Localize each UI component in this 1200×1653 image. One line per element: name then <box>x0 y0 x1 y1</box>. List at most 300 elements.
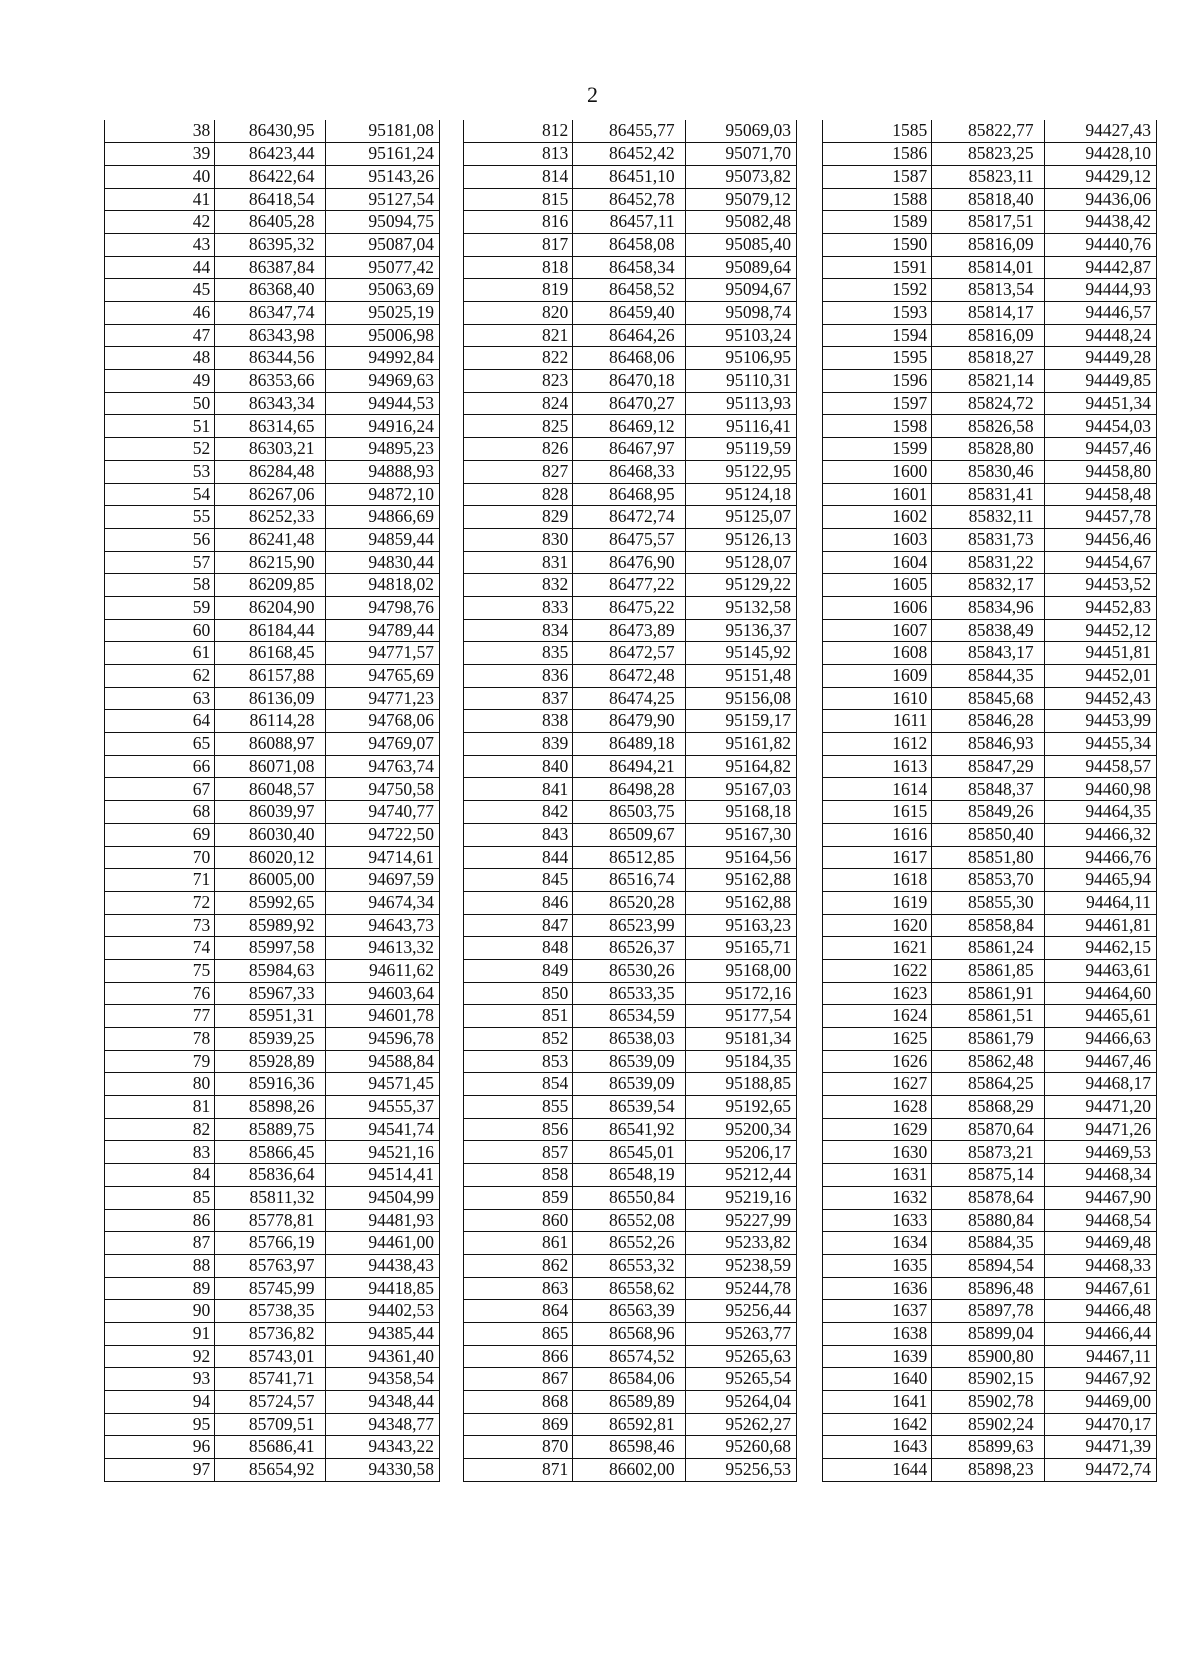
table-row <box>105 823 440 846</box>
point-number-cell: 79 <box>105 1050 215 1073</box>
table-row <box>105 891 440 914</box>
point-number-cell: 1631 <box>823 1164 932 1187</box>
y-coordinate-cell: 95136,37 <box>685 619 796 642</box>
point-number-cell: 863 <box>464 1277 573 1300</box>
table-row <box>105 1209 440 1232</box>
table-row <box>105 1254 440 1277</box>
x-coordinate-cell: 86472,48 <box>573 665 685 688</box>
point-number-cell: 1615 <box>823 801 932 824</box>
point-number-cell: 60 <box>105 619 215 642</box>
y-coordinate-cell: 94427,43 <box>1044 120 1156 143</box>
table-row <box>105 1096 440 1119</box>
y-coordinate-cell: 95073,82 <box>685 165 796 188</box>
point-number-cell: 84 <box>105 1164 215 1187</box>
y-coordinate-cell: 95119,59 <box>685 438 796 461</box>
x-coordinate-cell: 85916,36 <box>215 1073 325 1096</box>
table-row <box>823 143 1157 166</box>
point-number-cell: 77 <box>105 1005 215 1028</box>
table-row <box>464 415 797 438</box>
point-number-cell: 818 <box>464 256 573 279</box>
x-coordinate-cell: 86088,97 <box>215 733 325 756</box>
point-number-cell: 820 <box>464 302 573 325</box>
x-coordinate-cell: 86459,40 <box>573 302 685 325</box>
point-number-cell: 48 <box>105 347 215 370</box>
y-coordinate-cell: 95163,23 <box>685 914 796 937</box>
table-row <box>464 460 797 483</box>
y-coordinate-cell: 94449,28 <box>1044 347 1156 370</box>
table-row <box>464 823 797 846</box>
point-number-cell: 70 <box>105 846 215 869</box>
table-row <box>105 1118 440 1141</box>
point-number-cell: 40 <box>105 165 215 188</box>
y-coordinate-cell: 94830,44 <box>325 551 440 574</box>
point-number-cell: 78 <box>105 1028 215 1051</box>
x-coordinate-cell: 86464,26 <box>573 324 685 347</box>
point-number-cell: 835 <box>464 642 573 665</box>
y-coordinate-cell: 94457,78 <box>1044 506 1156 529</box>
x-coordinate-cell: 85836,64 <box>215 1164 325 1187</box>
point-number-cell: 59 <box>105 596 215 619</box>
x-coordinate-cell: 85992,65 <box>215 891 325 914</box>
x-coordinate-cell: 85902,15 <box>932 1368 1044 1391</box>
point-number-cell: 83 <box>105 1141 215 1164</box>
table-row <box>823 415 1157 438</box>
y-coordinate-cell: 94466,76 <box>1044 846 1156 869</box>
x-coordinate-cell: 86343,34 <box>215 392 325 415</box>
table-row <box>464 1391 797 1414</box>
table-row <box>823 1096 1157 1119</box>
table-row <box>823 1459 1157 1482</box>
table-row <box>105 1028 440 1051</box>
point-number-cell: 851 <box>464 1005 573 1028</box>
table-row <box>464 1118 797 1141</box>
x-coordinate-cell: 86539,09 <box>573 1050 685 1073</box>
y-coordinate-cell: 94457,46 <box>1044 438 1156 461</box>
y-coordinate-cell: 95077,42 <box>325 256 440 279</box>
point-number-cell: 1591 <box>823 256 932 279</box>
y-coordinate-cell: 95219,16 <box>685 1186 796 1209</box>
point-number-cell: 1622 <box>823 959 932 982</box>
table-row <box>823 1277 1157 1300</box>
table-row <box>823 1073 1157 1096</box>
x-coordinate-cell: 85846,28 <box>932 710 1044 733</box>
point-number-cell: 1593 <box>823 302 932 325</box>
y-coordinate-cell: 95238,59 <box>685 1254 796 1277</box>
y-coordinate-cell: 94750,58 <box>325 778 440 801</box>
x-coordinate-cell: 86347,74 <box>215 302 325 325</box>
point-number-cell: 1640 <box>823 1368 932 1391</box>
point-number-cell: 832 <box>464 574 573 597</box>
point-number-cell: 1629 <box>823 1118 932 1141</box>
y-coordinate-cell: 94453,52 <box>1044 574 1156 597</box>
point-number-cell: 1592 <box>823 279 932 302</box>
point-number-cell: 93 <box>105 1368 215 1391</box>
x-coordinate-cell: 85724,57 <box>215 1391 325 1414</box>
x-coordinate-cell: 86303,21 <box>215 438 325 461</box>
x-coordinate-cell: 85830,46 <box>932 460 1044 483</box>
y-coordinate-cell: 94468,54 <box>1044 1209 1156 1232</box>
table-row <box>464 211 797 234</box>
y-coordinate-cell: 95233,82 <box>685 1232 796 1255</box>
point-number-cell: 1621 <box>823 937 932 960</box>
point-number-cell: 1607 <box>823 619 932 642</box>
x-coordinate-cell: 86452,42 <box>573 143 685 166</box>
y-coordinate-cell: 95094,75 <box>325 211 440 234</box>
x-coordinate-cell: 85855,30 <box>932 891 1044 914</box>
table-row <box>105 528 440 551</box>
y-coordinate-cell: 95263,77 <box>685 1322 796 1345</box>
x-coordinate-cell: 86458,34 <box>573 256 685 279</box>
coordinate-table-1 <box>104 120 440 1482</box>
table-row <box>823 188 1157 211</box>
x-coordinate-cell: 86204,90 <box>215 596 325 619</box>
x-coordinate-cell: 86387,84 <box>215 256 325 279</box>
y-coordinate-cell: 94468,17 <box>1044 1073 1156 1096</box>
y-coordinate-cell: 95244,78 <box>685 1277 796 1300</box>
y-coordinate-cell: 94697,59 <box>325 869 440 892</box>
x-coordinate-cell: 86168,45 <box>215 642 325 665</box>
table-row <box>105 1436 440 1459</box>
y-coordinate-cell: 95168,00 <box>685 959 796 982</box>
y-coordinate-cell: 94458,80 <box>1044 460 1156 483</box>
y-coordinate-cell: 95168,18 <box>685 801 796 824</box>
x-coordinate-cell: 85894,54 <box>932 1254 1044 1277</box>
point-number-cell: 49 <box>105 370 215 393</box>
x-coordinate-cell: 86467,97 <box>573 438 685 461</box>
y-coordinate-cell: 94466,48 <box>1044 1300 1156 1323</box>
y-coordinate-cell: 94452,43 <box>1044 687 1156 710</box>
x-coordinate-cell: 85898,26 <box>215 1096 325 1119</box>
y-coordinate-cell: 94468,33 <box>1044 1254 1156 1277</box>
x-coordinate-cell: 85848,37 <box>932 778 1044 801</box>
x-coordinate-cell: 86509,67 <box>573 823 685 846</box>
y-coordinate-cell: 95162,88 <box>685 869 796 892</box>
point-number-cell: 1603 <box>823 528 932 551</box>
y-coordinate-cell: 94461,81 <box>1044 914 1156 937</box>
table-row <box>464 438 797 461</box>
table-row <box>823 1118 1157 1141</box>
x-coordinate-cell: 86468,95 <box>573 483 685 506</box>
x-coordinate-cell: 85899,04 <box>932 1322 1044 1345</box>
x-coordinate-cell: 86520,28 <box>573 891 685 914</box>
table-row <box>105 1368 440 1391</box>
x-coordinate-cell: 86344,56 <box>215 347 325 370</box>
point-number-cell: 813 <box>464 143 573 166</box>
point-number-cell: 1610 <box>823 687 932 710</box>
table-row <box>823 619 1157 642</box>
table-row <box>105 1277 440 1300</box>
y-coordinate-cell: 94944,53 <box>325 392 440 415</box>
y-coordinate-cell: 95103,24 <box>685 324 796 347</box>
y-coordinate-cell: 95143,26 <box>325 165 440 188</box>
x-coordinate-cell: 85741,71 <box>215 1368 325 1391</box>
point-number-cell: 865 <box>464 1322 573 1345</box>
x-coordinate-cell: 85828,80 <box>932 438 1044 461</box>
table-row <box>105 687 440 710</box>
point-number-cell: 67 <box>105 778 215 801</box>
point-number-cell: 45 <box>105 279 215 302</box>
x-coordinate-cell: 86516,74 <box>573 869 685 892</box>
point-number-cell: 1637 <box>823 1300 932 1323</box>
x-coordinate-cell: 85900,80 <box>932 1345 1044 1368</box>
y-coordinate-cell: 94674,34 <box>325 891 440 914</box>
y-coordinate-cell: 94555,37 <box>325 1096 440 1119</box>
point-number-cell: 834 <box>464 619 573 642</box>
x-coordinate-cell: 85745,99 <box>215 1277 325 1300</box>
x-coordinate-cell: 85866,45 <box>215 1141 325 1164</box>
table-row <box>105 1050 440 1073</box>
table-row <box>105 755 440 778</box>
point-number-cell: 1626 <box>823 1050 932 1073</box>
point-number-cell: 837 <box>464 687 573 710</box>
point-number-cell: 54 <box>105 483 215 506</box>
x-coordinate-cell: 86430,95 <box>215 120 325 143</box>
x-coordinate-cell: 86472,57 <box>573 642 685 665</box>
point-number-cell: 867 <box>464 1368 573 1391</box>
point-number-cell: 73 <box>105 914 215 937</box>
table-row <box>105 710 440 733</box>
y-coordinate-cell: 95113,93 <box>685 392 796 415</box>
x-coordinate-cell: 86512,85 <box>573 846 685 869</box>
point-number-cell: 816 <box>464 211 573 234</box>
table-row <box>823 302 1157 325</box>
x-coordinate-cell: 85939,25 <box>215 1028 325 1051</box>
x-coordinate-cell: 85902,78 <box>932 1391 1044 1414</box>
table-row <box>464 1096 797 1119</box>
point-number-cell: 1611 <box>823 710 932 733</box>
y-coordinate-cell: 94603,64 <box>325 982 440 1005</box>
point-number-cell: 62 <box>105 665 215 688</box>
point-number-cell: 854 <box>464 1073 573 1096</box>
table-row <box>823 370 1157 393</box>
point-number-cell: 63 <box>105 687 215 710</box>
y-coordinate-cell: 95184,35 <box>685 1050 796 1073</box>
point-number-cell: 1586 <box>823 143 932 166</box>
x-coordinate-cell: 85686,41 <box>215 1436 325 1459</box>
y-coordinate-cell: 94472,74 <box>1044 1459 1156 1482</box>
x-coordinate-cell: 86538,03 <box>573 1028 685 1051</box>
table-row <box>823 1413 1157 1436</box>
x-coordinate-cell: 86545,01 <box>573 1141 685 1164</box>
point-number-cell: 1643 <box>823 1436 932 1459</box>
x-coordinate-cell: 85845,68 <box>932 687 1044 710</box>
point-number-cell: 1614 <box>823 778 932 801</box>
point-number-cell: 821 <box>464 324 573 347</box>
point-number-cell: 859 <box>464 1186 573 1209</box>
x-coordinate-cell: 86114,28 <box>215 710 325 733</box>
table-row <box>823 120 1157 143</box>
table-row <box>464 959 797 982</box>
y-coordinate-cell: 94348,77 <box>325 1413 440 1436</box>
y-coordinate-cell: 94469,00 <box>1044 1391 1156 1414</box>
y-coordinate-cell: 95122,95 <box>685 460 796 483</box>
x-coordinate-cell: 86368,40 <box>215 279 325 302</box>
point-number-cell: 89 <box>105 1277 215 1300</box>
table-row <box>464 256 797 279</box>
y-coordinate-cell: 94458,48 <box>1044 483 1156 506</box>
x-coordinate-cell: 85868,29 <box>932 1096 1044 1119</box>
y-coordinate-cell: 94768,06 <box>325 710 440 733</box>
y-coordinate-cell: 94541,74 <box>325 1118 440 1141</box>
y-coordinate-cell: 94467,90 <box>1044 1186 1156 1209</box>
x-coordinate-cell: 86136,09 <box>215 687 325 710</box>
x-coordinate-cell: 85823,11 <box>932 165 1044 188</box>
x-coordinate-cell: 86458,52 <box>573 279 685 302</box>
x-coordinate-cell: 85861,91 <box>932 982 1044 1005</box>
table-row <box>464 1459 797 1482</box>
x-coordinate-cell: 86477,22 <box>573 574 685 597</box>
y-coordinate-cell: 94418,85 <box>325 1277 440 1300</box>
x-coordinate-cell: 86470,27 <box>573 392 685 415</box>
x-coordinate-cell: 85843,17 <box>932 642 1044 665</box>
table-row <box>823 891 1157 914</box>
point-number-cell: 74 <box>105 937 215 960</box>
x-coordinate-cell: 86468,33 <box>573 460 685 483</box>
point-number-cell: 1598 <box>823 415 932 438</box>
table-row <box>464 687 797 710</box>
y-coordinate-cell: 95087,04 <box>325 233 440 256</box>
y-coordinate-cell: 94481,93 <box>325 1209 440 1232</box>
y-coordinate-cell: 94467,11 <box>1044 1345 1156 1368</box>
x-coordinate-cell: 85951,31 <box>215 1005 325 1028</box>
table-row <box>823 165 1157 188</box>
table-row <box>823 233 1157 256</box>
y-coordinate-cell: 95177,54 <box>685 1005 796 1028</box>
x-coordinate-cell: 85878,64 <box>932 1186 1044 1209</box>
y-coordinate-cell: 95172,16 <box>685 982 796 1005</box>
point-number-cell: 1606 <box>823 596 932 619</box>
x-coordinate-cell: 85817,51 <box>932 211 1044 234</box>
x-coordinate-cell: 85880,84 <box>932 1209 1044 1232</box>
x-coordinate-cell: 86498,28 <box>573 778 685 801</box>
coordinate-table-body <box>823 120 1157 1481</box>
x-coordinate-cell: 85989,92 <box>215 914 325 937</box>
table-row <box>464 233 797 256</box>
point-number-cell: 50 <box>105 392 215 415</box>
y-coordinate-cell: 94466,63 <box>1044 1028 1156 1051</box>
x-coordinate-cell: 85844,35 <box>932 665 1044 688</box>
table-row <box>105 1186 440 1209</box>
x-coordinate-cell: 85738,35 <box>215 1300 325 1323</box>
table-row <box>823 528 1157 551</box>
y-coordinate-cell: 95162,88 <box>685 891 796 914</box>
point-number-cell: 88 <box>105 1254 215 1277</box>
table-row <box>823 1391 1157 1414</box>
point-number-cell: 819 <box>464 279 573 302</box>
y-coordinate-cell: 95164,82 <box>685 755 796 778</box>
x-coordinate-cell: 85832,17 <box>932 574 1044 597</box>
point-number-cell: 830 <box>464 528 573 551</box>
y-coordinate-cell: 94818,02 <box>325 574 440 597</box>
x-coordinate-cell: 86455,77 <box>573 120 685 143</box>
table-row <box>823 279 1157 302</box>
y-coordinate-cell: 95167,30 <box>685 823 796 846</box>
x-coordinate-cell: 86592,81 <box>573 1413 685 1436</box>
x-coordinate-cell: 86526,37 <box>573 937 685 960</box>
point-number-cell: 92 <box>105 1345 215 1368</box>
x-coordinate-cell: 85861,85 <box>932 959 1044 982</box>
table-row <box>823 914 1157 937</box>
y-coordinate-cell: 94428,10 <box>1044 143 1156 166</box>
y-coordinate-cell: 95227,99 <box>685 1209 796 1232</box>
point-number-cell: 829 <box>464 506 573 529</box>
x-coordinate-cell: 85816,09 <box>932 324 1044 347</box>
x-coordinate-cell: 86523,99 <box>573 914 685 937</box>
y-coordinate-cell: 94460,98 <box>1044 778 1156 801</box>
x-coordinate-cell: 86479,90 <box>573 710 685 733</box>
y-coordinate-cell: 95085,40 <box>685 233 796 256</box>
y-coordinate-cell: 95264,04 <box>685 1391 796 1414</box>
y-coordinate-cell: 95265,63 <box>685 1345 796 1368</box>
y-coordinate-cell: 94361,40 <box>325 1345 440 1368</box>
x-coordinate-cell: 86574,52 <box>573 1345 685 1368</box>
x-coordinate-cell: 85818,40 <box>932 188 1044 211</box>
x-coordinate-cell: 85851,80 <box>932 846 1044 869</box>
y-coordinate-cell: 94601,78 <box>325 1005 440 1028</box>
point-number-cell: 71 <box>105 869 215 892</box>
x-coordinate-cell: 86458,08 <box>573 233 685 256</box>
point-number-cell: 1585 <box>823 120 932 143</box>
y-coordinate-cell: 94740,77 <box>325 801 440 824</box>
x-coordinate-cell: 85875,14 <box>932 1164 1044 1187</box>
point-number-cell: 47 <box>105 324 215 347</box>
x-coordinate-cell: 85766,19 <box>215 1232 325 1255</box>
table-row <box>823 1254 1157 1277</box>
table-row <box>105 1232 440 1255</box>
y-coordinate-cell: 94789,44 <box>325 619 440 642</box>
y-coordinate-cell: 95260,68 <box>685 1436 796 1459</box>
y-coordinate-cell: 94451,34 <box>1044 392 1156 415</box>
table-row <box>464 982 797 1005</box>
point-number-cell: 849 <box>464 959 573 982</box>
y-coordinate-cell: 94448,24 <box>1044 324 1156 347</box>
x-coordinate-cell: 86215,90 <box>215 551 325 574</box>
x-coordinate-cell: 85984,63 <box>215 959 325 982</box>
table-row <box>823 1186 1157 1209</box>
x-coordinate-cell: 85838,49 <box>932 619 1044 642</box>
point-number-cell: 52 <box>105 438 215 461</box>
point-number-cell: 840 <box>464 755 573 778</box>
y-coordinate-cell: 94471,26 <box>1044 1118 1156 1141</box>
point-number-cell: 1636 <box>823 1277 932 1300</box>
table-row <box>823 1164 1157 1187</box>
table-row <box>823 256 1157 279</box>
x-coordinate-cell: 86475,22 <box>573 596 685 619</box>
point-number-cell: 848 <box>464 937 573 960</box>
table-row <box>464 755 797 778</box>
point-number-cell: 1642 <box>823 1413 932 1436</box>
point-number-cell: 41 <box>105 188 215 211</box>
x-coordinate-cell: 86314,65 <box>215 415 325 438</box>
x-coordinate-cell: 85897,78 <box>932 1300 1044 1323</box>
y-coordinate-cell: 94611,62 <box>325 959 440 982</box>
point-number-cell: 97 <box>105 1459 215 1482</box>
point-number-cell: 42 <box>105 211 215 234</box>
point-number-cell: 46 <box>105 302 215 325</box>
point-number-cell: 831 <box>464 551 573 574</box>
point-number-cell: 80 <box>105 1073 215 1096</box>
y-coordinate-cell: 94464,60 <box>1044 982 1156 1005</box>
y-coordinate-cell: 94462,15 <box>1044 937 1156 960</box>
y-coordinate-cell: 94798,76 <box>325 596 440 619</box>
y-coordinate-cell: 95069,03 <box>685 120 796 143</box>
table-row <box>464 914 797 937</box>
page-number: 2 <box>587 82 598 107</box>
y-coordinate-cell: 95082,48 <box>685 211 796 234</box>
point-number-cell: 39 <box>105 143 215 166</box>
point-number-cell: 94 <box>105 1391 215 1414</box>
table-row <box>105 233 440 256</box>
